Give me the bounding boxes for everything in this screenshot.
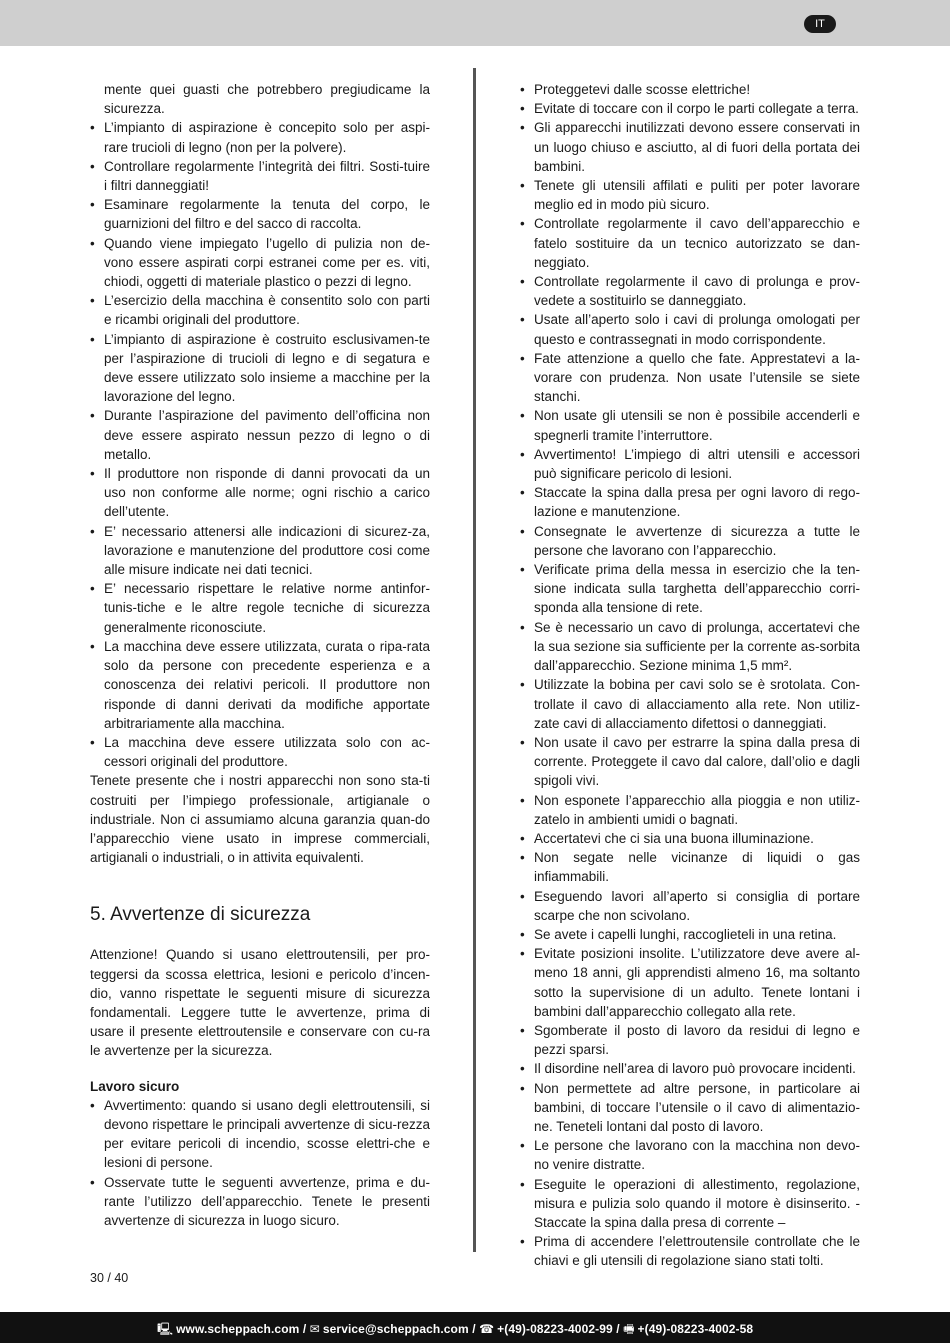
list-item: • Controllare regolarmente l’integrità dei filtri. Sosti-tuire i filtri danneggiati! (90, 157, 430, 195)
subheading-lavoro-sicuro: Lavoro sicuro (90, 1078, 180, 1094)
list-item: • L’impianto di aspirazione è costruito esclusivamen-te per l’aspirazione di trucioli di legno e di segatura e deve essere utilizzato solo insieme a macchine per la lavorazione del legno. (90, 330, 430, 407)
list-item: • Le persone che lavorano con la macchina non devo-no venire distratte. (520, 1136, 860, 1174)
footer-website-link[interactable]: www.scheppach.com (176, 1322, 300, 1336)
section-heading: 5. Avvertenze di sicurezza (90, 904, 311, 926)
intro-paragraph: Attenzione! Quando si usano elettroutensili, per pro-teggersi da scossa elettrica, lesioni e pericolo d’incen-dio, vanno rispettate le seguenti misure di sicurezza fondamentali. Leggere tutte le avvertenze, prima di usare il presente elettroutensile e conservare con cu-ra le avvertenze per la sicurezza. (90, 947, 430, 1059)
note-paragraph: Tenete presente che i nostri apparecchi non sono sta-ti costruiti per l’impiego professionale, artigianale o industriale. Non ci assumiamo alcuna garanzia quan-do l’apparecchio viene usato in imprese commerciali, artigianali o industriali, o in attivita equivalenti. (90, 773, 430, 866)
language-badge: IT (804, 15, 836, 33)
right-column (520, 80, 860, 1271)
list-item: • Evitate posizioni insolite. L’utilizzatore deve avere al-meno 18 anni, gli apprendisti almeno 16, ma soltanto sotto la supervisione di un adulto. Tenete lontani i bambini dall’apparecchio collegato alla rete. (520, 944, 860, 1021)
header-bar (0, 0, 950, 46)
footer-email-link[interactable]: service@scheppach.com (322, 1322, 469, 1336)
footer-fax: +(49)-08223-4002-58 (637, 1322, 754, 1336)
list-item: • E’ necessario attenersi alle indicazioni di sicurez-za, lavorazione e manutenzione del produttore cosi come alle misure indicate nei dati tecnici. (90, 522, 430, 580)
list-item: • Proteggetevi dalle scosse elettriche! (520, 80, 860, 99)
footer-contacts (157, 1320, 753, 1341)
fax-icon: 🖷 (623, 1322, 635, 1336)
list-item: • Avvertimento: quando si usano degli elettroutensili, si devono rispettare le principali avvertenze di sicu-rezza per evitare pericoli di incendio, scosse elettri-che e lesioni di persone. (90, 1096, 430, 1173)
footer-bar (0, 1312, 950, 1343)
list-item: • Se è necessario un cavo di prolunga, accertatevi che la sua sezione sia sufficiente per la corrente as-sorbita dall’apparecchio. Sezione minima 1,5 mm². (520, 618, 860, 676)
footer-phone: +(49)-08223-4002-99 (497, 1322, 613, 1336)
list-item: • Durante l’aspirazione del pavimento dell’officina non deve essere aspirato nessun pezzo di legno o di metallo. (90, 406, 430, 464)
list-item: • Controllate regolarmente il cavo di prolunga e prov-vedete a sostituirlo se danneggiato. (520, 272, 860, 310)
telephone-icon: ☎ (479, 1322, 495, 1336)
list-item: • Staccate la spina dalla presa per ogni lavoro di rego-lazione e manutenzione. (520, 483, 860, 521)
list-item: mente quei guasti che potrebbero pregiudicame la sicurezza. (104, 82, 430, 117)
list-item: • Prima di accendere l’elettroutensile controllate che le chiavi e gli utensili di regolazione siano stati tolti. (520, 1232, 860, 1270)
list-item: • Non usate il cavo per estrarre la spina dalla presa di corrente. Proteggete il cavo dal calore, dall’olio e dagli spigoli vivi. (520, 733, 860, 791)
footer-separator: / (472, 1322, 476, 1336)
left-bottom-bullet-list (90, 1096, 430, 1230)
list-item: • Verificate prima della messa in esercizio che la ten-sione indicata sulla targhetta dell’apparecchio corri-sponda alla tensione di rete. (520, 560, 860, 618)
list-item: • L’impianto di aspirazione è concepito solo per aspi-rare trucioli di legno (non per la polvere). (90, 118, 430, 156)
footer-separator: / (302, 1322, 307, 1336)
list-item: • Non usate gli utensili se non è possibile accenderli e spegnerli tramite l’interruttore. (520, 406, 860, 444)
list-item: • Esaminare regolarmente la tenuta del corpo, le guarnizioni del filtro e del sacco di raccolta. (90, 195, 430, 233)
list-item: • Non permettete ad altre persone, in particolare ai bambini, di toccare l’utensile o il cavo di alimentazio-ne. Teneteli lontani dal posto di lavoro. (520, 1079, 860, 1137)
list-item: • Consegnate le avvertenze di sicurezza a tutte le persone che lavorano con l’apparecchio. (520, 522, 860, 560)
list-item: • L’esercizio della macchina è consentito solo con parti e ricambi originali del produttore. (90, 291, 430, 329)
computer-icon: 🖳 (157, 1322, 174, 1336)
list-item: • Sgomberate il posto di lavoro da residui di legno e pezzi sparsi. (520, 1021, 860, 1059)
list-item: • Fate attenzione a quello che fate. Apprestatevi a la-vorare con prudenza. Non usate l’utensile se siete stanchi. (520, 349, 860, 407)
list-item: • Non esponete l’apparecchio alla pioggia e non utiliz-zatelo in ambienti umidi o bagnati. (520, 791, 860, 829)
envelope-icon: ✉ (309, 1322, 320, 1336)
list-item: • Utilizzate la bobina per cavi solo se è srotolata. Con-trollate il cavo di allacciamento alla rete. Non utiliz-zate cavi di allacciamento difettosi o danneggiati. (520, 675, 860, 733)
footer-separator: / (616, 1322, 620, 1336)
page-number: 30 / 40 (90, 1271, 129, 1285)
list-item: • Avvertimento! L’impiego di altri utensili e accessori può significare pericolo di lesioni. (520, 445, 860, 483)
list-item: • Usate all’aperto solo i cavi di prolunga omologati per questo e contrassegnati in modo corrispondente. (520, 310, 860, 348)
list-item: • Evitate di toccare con il corpo le parti collegate a terra. (520, 99, 860, 118)
list-item: • Il produttore non risponde di danni provocati da un uso non conforme alle norme; ogni rischio a carico dell’utente. (90, 464, 430, 522)
list-item: • Gli apparecchi inutilizzati devono essere conservati in un luogo chiuso e asciutto, al di fuori della portata dei bambini. (520, 118, 860, 176)
list-item: • Eseguite le operazioni di allestimento, regolazione, misura e pulizia solo quando il motore è disinserito. - Staccate la spina dalla presa di corrente – (520, 1175, 860, 1233)
list-item: • Eseguendo lavori all’aperto si consiglia di portare scarpe che non scivolano. (520, 887, 860, 925)
right-bullet-list (520, 80, 860, 1271)
list-item: • La macchina deve essere utilizzata solo con ac-cessori originali del produttore. (90, 733, 430, 771)
list-item: • Controllate regolarmente il cavo dell’apparecchio e fatelo sostituire da un tecnico autorizzato se dan-neggiato. (520, 214, 860, 272)
list-item: • Se avete i capelli lunghi, raccoglieteli in una retina. (520, 925, 860, 944)
list-item: • E’ necessario rispettare le relative norme antinfor-tunis-tiche e le altre regole tecniche di sicurezza generalmente riconosciute. (90, 579, 430, 637)
list-item: • La macchina deve essere utilizzata, curata o ripa-rata solo da persone con precedente esperienza e a conoscenza dei relativi pericoli. Il produttore non risponde di danni derivati da modifiche apportate arbitrariamente alla macchina. (90, 637, 430, 733)
left-column (90, 80, 430, 1230)
list-item: • Il disordine nell’area di lavoro può provocare incidenti. (520, 1059, 860, 1078)
column-divider (473, 68, 476, 1252)
list-item: • Osservate tutte le seguenti avvertenze, prima e du-rante l’utilizzo dell’apparecchio. Tenete le presenti avvertenze di sicurezza in luogo sicuro. (90, 1173, 430, 1231)
left-bullet-list (90, 80, 430, 771)
list-item: • Accertatevi che ci sia una buona illuminazione. (520, 829, 860, 848)
list-item: • Non segate nelle vicinanze di liquidi o gas infiammabili. (520, 848, 860, 886)
list-item: • Tenete gli utensili affilati e puliti per poter lavorare meglio ed in modo più sicuro. (520, 176, 860, 214)
list-item: • Quando viene impiegato l’ugello di pulizia non de-vono essere aspirati corpi estranei come per es. viti, chiodi, oggetti di materiale plastico o pezzi di legno. (90, 234, 430, 292)
